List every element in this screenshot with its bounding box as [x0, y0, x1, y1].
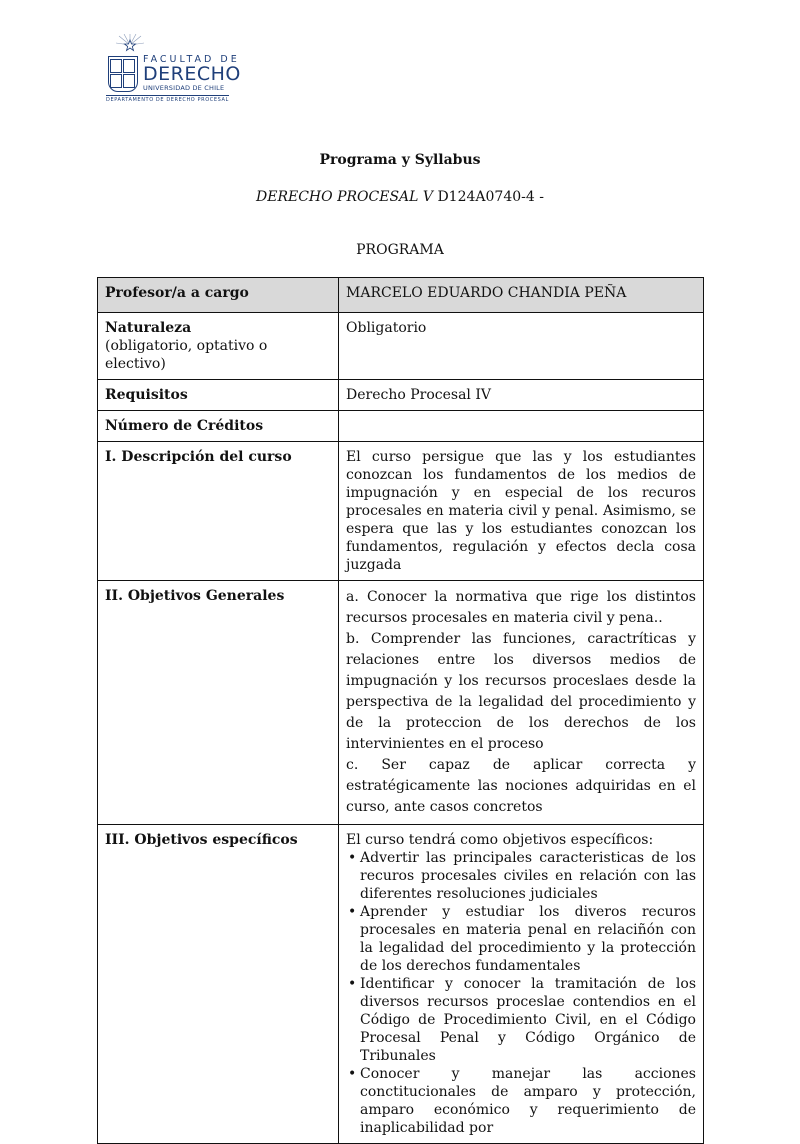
objective-item: a. Conocer la normativa que rige los distintos recursos procesales en materia civil y pena.. — [346, 589, 696, 626]
objectives-intro: El curso tendrá como objetivos específicos: — [346, 832, 654, 848]
row-value: MARCELO EDUARDO CHANDIA PEÑA — [339, 278, 704, 313]
section-heading: PROGRAMA — [356, 242, 444, 258]
row-value — [339, 411, 704, 442]
objectives-list — [346, 849, 696, 1137]
row-value: Derecho Procesal IV — [339, 380, 704, 411]
row-label: I. Descripción del curso — [98, 442, 339, 581]
row-value — [339, 581, 704, 825]
row-label-text: Naturaleza — [105, 320, 192, 336]
course-name: DERECHO PROCESAL V — [256, 189, 433, 205]
course-code: D124A0740-4 - — [437, 189, 544, 205]
shield-emblem-icon — [108, 56, 138, 92]
logo-university-text: UNIVERSIDAD DE CHILE — [143, 84, 225, 92]
table-row — [98, 442, 704, 581]
row-value: Obligatorio — [339, 313, 704, 380]
star-icon — [116, 34, 144, 56]
objective-item: c. Ser capaz de aplicar correcta y estratégicamente las nociones adquiridas en el curso, ante casos concretos — [346, 757, 696, 815]
list-item: • Conocer y manejar las acciones conctitucionales de amparo y protección, amparo económico y requerimiento de inaplicabilidad por — [360, 1065, 696, 1137]
row-label — [98, 313, 339, 380]
list-item: • Identificar y conocer la tramitación de los diversos recursos proceslae contendios en el Código de Procedimiento Civil, en el Código Procesal Penal y Código Orgánico de Tribunales — [360, 975, 696, 1065]
table-row — [98, 313, 704, 380]
logo-faculty-text: FACULTAD DE — [143, 54, 240, 65]
table-row — [98, 380, 704, 411]
logo-department-text: DEPARTAMENTO DE DERECHO PROCESAL — [106, 97, 229, 103]
row-value — [339, 825, 704, 1144]
document-title: Programa y Syllabus — [319, 152, 481, 168]
row-label: Número de Créditos — [98, 411, 339, 442]
row-label: Requisitos — [98, 380, 339, 411]
table-row — [98, 825, 704, 1144]
row-sublabel: (obligatorio, optativo o electivo) — [105, 338, 268, 372]
table-row — [98, 411, 704, 442]
table-row — [98, 278, 704, 313]
faculty-logo — [106, 34, 241, 106]
logo-derecho-text: DERECHO — [143, 63, 241, 85]
row-value: El curso persigue que las y los estudiantes conozcan los fundamentos de los medios de impugnación y en especial de los recuros procesales en materia civil y penal. Asimismo, se espera que las y los estudiantes conozcan los fundamentos, regulación y efectos decla cosa juzgada — [339, 442, 704, 581]
objective-item: b. Comprender las funciones, caractríticas y relaciones entre los diversos medios de impugnación y los recursos proceslaes desde la perspectiva de la legalidad del procedimiento y de la proteccion de los derechos de los intervinientes en el proceso — [346, 631, 696, 752]
row-label: III. Objetivos específicos — [98, 825, 339, 1144]
table-row — [98, 581, 704, 825]
list-item: • Aprender y estudiar los diveros recuros procesales en materia penal en relaciñón con la legalidad del procedimiento y la protección de los derechos fundamentales — [360, 903, 696, 975]
list-item: • Advertir las principales caracteristicas de los recuros procesales civiles en relación con las diferentes resoluciones judiciales — [360, 849, 696, 903]
row-label: II. Objetivos Generales — [98, 581, 339, 825]
course-heading — [0, 189, 800, 205]
row-label: Profesor/a a cargo — [98, 278, 339, 313]
program-table — [97, 277, 704, 1144]
